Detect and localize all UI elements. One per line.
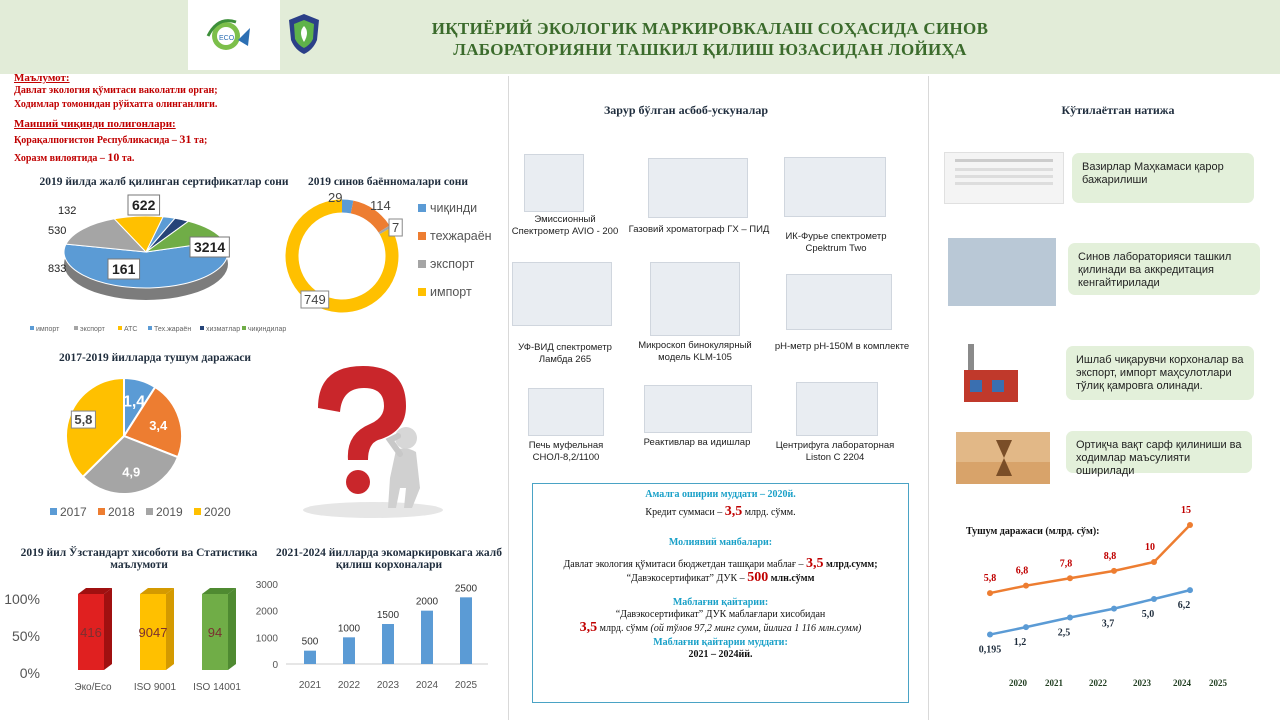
data-label: 0,195 <box>978 644 1002 656</box>
y-tick-label: 100% <box>4 591 40 607</box>
reports-donut-chart <box>280 190 508 320</box>
finance-box: Амалга оширии муддати – 2020й. Кредит суммаси – 3,5 млрд. сўмм. Молиявий манбалари: Давлат экология қўмитаси бюджетдан ташқари маблағ – 3,5 млрд.сумм; “Давэкосертификат” ДУК – 500 млн.сўмм Маблағни қайтарии: “Давэкосертификат” ДУК маблағлари хисобидан 3,5 млрд. сўмм (ой тўлов 97,2 минг сумм, йилига 1 116 млн.сумм) Маблағни қайтарии муддати: 2021 – 2024йй. <box>532 483 909 703</box>
equipment-image <box>784 157 886 217</box>
income-pie-title: 2017-2019 йилларда тушум даражаси <box>58 352 252 364</box>
series-line <box>990 525 1190 593</box>
equipment-image <box>644 385 752 433</box>
bar-value-label: 9047 <box>138 625 168 640</box>
data-label: 5,0 <box>1141 609 1155 620</box>
series-point <box>1187 522 1193 528</box>
pie-value-label: 622 <box>132 197 156 213</box>
data-label: 10 <box>1145 542 1155 553</box>
result-item: Синов лабораторияси ташкил қилинади ва аккредитация кенгайтирилади <box>1068 243 1260 295</box>
pie-value-label: 132 <box>58 205 77 217</box>
pie-value-label: 530 <box>48 225 67 237</box>
pie-value-label: 3,4 <box>149 417 168 433</box>
data-label: 15 <box>1181 505 1191 516</box>
pie-value-label: 833 <box>48 263 67 275</box>
question-figure-image <box>278 348 458 523</box>
stats-bar-chart <box>0 578 262 698</box>
equipment-label: Эмиссионный Спектрометр AVIO - 200 <box>511 214 619 237</box>
series-point <box>1187 587 1193 593</box>
legend-label: импорт <box>430 285 472 299</box>
eco-logo <box>188 0 280 70</box>
equipment-label: Реактивлар ва идишлар <box>643 437 751 448</box>
legend-swatch <box>118 326 122 330</box>
legend-label: 2019 <box>156 505 183 519</box>
series-point <box>1067 575 1073 581</box>
hourglass-image <box>956 432 1050 484</box>
bar-value-label: 2000 <box>415 596 439 608</box>
series-point <box>1111 568 1117 574</box>
equipment-image <box>650 262 740 336</box>
equipment-image <box>512 262 612 326</box>
shield-logo-icon <box>286 12 322 56</box>
legend-swatch <box>200 326 204 330</box>
data-label: 2,5 <box>1057 627 1071 639</box>
stats-chart-title: 2019 йил Ўзстандарт хисоботи ва Статистика маълумоти <box>20 547 258 571</box>
decree-document-image <box>944 152 1064 204</box>
x-tick-label: ISO 14001 <box>193 682 241 693</box>
factory-image <box>962 340 1020 406</box>
result-item: Ортиқча вақт сарф қилиниши ва ходимлар маъсулияти оширилади <box>1066 431 1252 473</box>
equipment-label: Микроскоп бинокулярный модель KLM-105 <box>638 340 752 363</box>
series-point <box>1023 624 1029 630</box>
series-line <box>990 590 1190 634</box>
column-divider <box>508 76 509 720</box>
equipment-image <box>524 154 584 212</box>
equipment-image <box>528 388 604 436</box>
bar-side <box>104 588 112 670</box>
data-label: 6,8 <box>1015 565 1029 577</box>
x-tick-label: 2023 <box>1133 678 1151 688</box>
bar <box>304 651 316 664</box>
pie-value-label: 1,4 <box>122 393 146 411</box>
bar <box>343 637 355 664</box>
series-point <box>1151 596 1157 602</box>
legend-label: Тех.жараён <box>154 326 192 333</box>
x-tick-label: 2020 <box>1009 678 1027 688</box>
equipment-label: Центрифуга лабораторная Liston C 2204 <box>775 440 895 463</box>
legend-label: чиқиндилар <box>248 326 287 333</box>
x-tick-label: 2025 <box>454 680 478 691</box>
reports-chart-title: 2019 синов баённомалари сони <box>308 176 468 188</box>
cert-chart-title: 2019 йилда жалб қилинган сертификатлар сони <box>39 176 289 188</box>
x-tick-label: 2025 <box>1209 678 1227 688</box>
legend-label: хизматлар <box>206 326 241 333</box>
data-label: 5,8 <box>983 573 997 585</box>
donut-segment <box>342 206 352 207</box>
exporters-bar-chart <box>252 574 504 696</box>
y-tick-label: 3000 <box>255 580 278 591</box>
bar <box>460 597 472 664</box>
bar-side <box>228 588 236 670</box>
result-item: Ишлаб чиқарувчи корхоналар ва экспорт, импорт маҳсулотлари тўлиқ қамровга олинади. <box>1066 346 1254 400</box>
data-label: 8,8 <box>1103 550 1117 562</box>
svg-text:ECO: ECO <box>219 35 235 42</box>
x-tick-label: Эко/Eco <box>74 682 112 693</box>
legend-label: 2018 <box>108 505 135 519</box>
legend-swatch <box>194 508 201 515</box>
legend-swatch <box>242 326 246 330</box>
series-point <box>1111 606 1117 612</box>
y-tick-label: 0% <box>19 665 40 681</box>
pie-value-label: 3214 <box>194 239 226 255</box>
data-label: 7,8 <box>1059 558 1073 570</box>
legend-label: чиқинди <box>430 201 478 215</box>
legend-swatch <box>418 204 426 212</box>
results-title: Кўтилаётган натижа <box>1061 103 1175 117</box>
x-tick-label: 2021 <box>298 680 322 691</box>
equipment-image <box>796 382 878 436</box>
legend-label: импорт <box>36 326 60 333</box>
legend-label: АТС <box>124 326 138 333</box>
income-line-title: Тушум даражаси (млрд. сўм): <box>966 526 1100 537</box>
cert-pie-chart <box>18 192 287 340</box>
equipment-title: Зарур бўлган асбоб-ускуналар <box>603 103 769 117</box>
equipment-label: Печь муфельная СНОЛ-8,2/1100 <box>528 440 604 463</box>
pie-value-label: 4,9 <box>122 464 141 480</box>
x-tick-label: ISO 9001 <box>133 682 177 693</box>
series-point <box>1023 583 1029 589</box>
legend-swatch <box>50 508 57 515</box>
equipment-label: ИК-Фурье спектрометр Cpektrum Two <box>785 231 887 254</box>
x-tick-label: 2021 <box>1045 678 1063 688</box>
x-tick-label: 2024 <box>415 680 439 691</box>
legend-swatch <box>418 260 426 268</box>
x-tick-label: 2022 <box>337 680 361 691</box>
y-tick-label: 0 <box>272 660 278 671</box>
x-tick-label: 2023 <box>376 680 400 691</box>
bar-value-label: 500 <box>301 636 319 648</box>
series-point <box>987 590 993 596</box>
income-line-chart <box>960 496 1260 700</box>
equipment-image <box>786 274 892 330</box>
y-tick-label: 1000 <box>255 633 278 645</box>
x-tick-label: 2022 <box>1089 678 1107 688</box>
legend-label: техжараён <box>430 229 492 243</box>
donut-value-label: 7 <box>392 220 400 235</box>
equipment-image <box>648 158 748 218</box>
legend-label: экспорт <box>80 326 105 333</box>
data-label: 6,2 <box>1177 600 1191 612</box>
legend-label: 2017 <box>60 505 87 519</box>
equipment-label: УФ-ВИД спектрометр Ламбда 265 <box>518 342 612 365</box>
bar-value-label: 1500 <box>376 610 400 621</box>
y-tick-label: 50% <box>11 628 40 644</box>
equipment-label: Газовий хроматограф ГХ – ПИД <box>628 224 770 235</box>
legend-label: 2020 <box>204 505 231 519</box>
donut-value-label: 749 <box>304 292 326 307</box>
x-tick-label: 2024 <box>1173 678 1191 688</box>
column-divider <box>928 76 929 720</box>
bar <box>382 624 394 664</box>
result-item: Вазирлар Маҳкамаси қарор бажарилиши <box>1072 153 1254 203</box>
legend-label: экспорт <box>430 257 475 271</box>
legend-swatch <box>30 326 34 330</box>
pie-value-label: 161 <box>112 261 136 277</box>
page-title: ИҚТИЁРИЙ ЭКОЛОГИК МАРКИРОВКАЛАШ СОҲАСИДА СИНОВ ЛАБОРАТОРИЯНИ ТАШКИЛ ҚИЛИШ ЮЗАСИДАН ЛОЙИҲА <box>431 19 989 59</box>
pie-value-label: 5,8 <box>74 412 93 428</box>
legend-swatch <box>418 232 426 240</box>
donut-segment <box>384 229 385 231</box>
legend-swatch <box>418 288 426 296</box>
donut-value-label: 114 <box>370 198 391 213</box>
income-pie-chart <box>40 366 280 526</box>
bar <box>421 611 433 664</box>
y-tick-label: 2000 <box>255 606 278 618</box>
eco-logo-icon <box>188 0 280 70</box>
bar-value-label: 94 <box>207 625 223 640</box>
exporters-chart-title: 2021-2024 йилларда экомаркировкага жалб қилиш корхоналари <box>276 547 502 571</box>
series-point <box>1151 559 1157 565</box>
info-block: Маълумот: Давлат экология қўмитаси ваколатли орган; Ходимлар томонидан рўйхатга олинганлиги. Маиший чиқинди полигонлари: Қорақалпоғистон Республикасида – 31 та; Хоразм вилоятида – 10 та. <box>14 72 218 164</box>
series-point <box>1067 615 1073 621</box>
bar-value-label: 1000 <box>337 623 361 635</box>
data-label: 1,2 <box>1013 637 1027 649</box>
legend-swatch <box>146 508 153 515</box>
data-label: 3,7 <box>1101 618 1115 630</box>
donut-value-label: 29 <box>328 190 343 205</box>
legend-swatch <box>148 326 152 330</box>
legend-swatch <box>74 326 78 330</box>
series-point <box>987 632 993 638</box>
bar-value-label: 416 <box>80 625 102 640</box>
legend-swatch <box>98 508 105 515</box>
equipment-label: pH-метр pH-150M в комплекте <box>774 341 910 352</box>
bar-value-label: 2500 <box>454 583 478 595</box>
laboratory-image <box>948 238 1056 306</box>
